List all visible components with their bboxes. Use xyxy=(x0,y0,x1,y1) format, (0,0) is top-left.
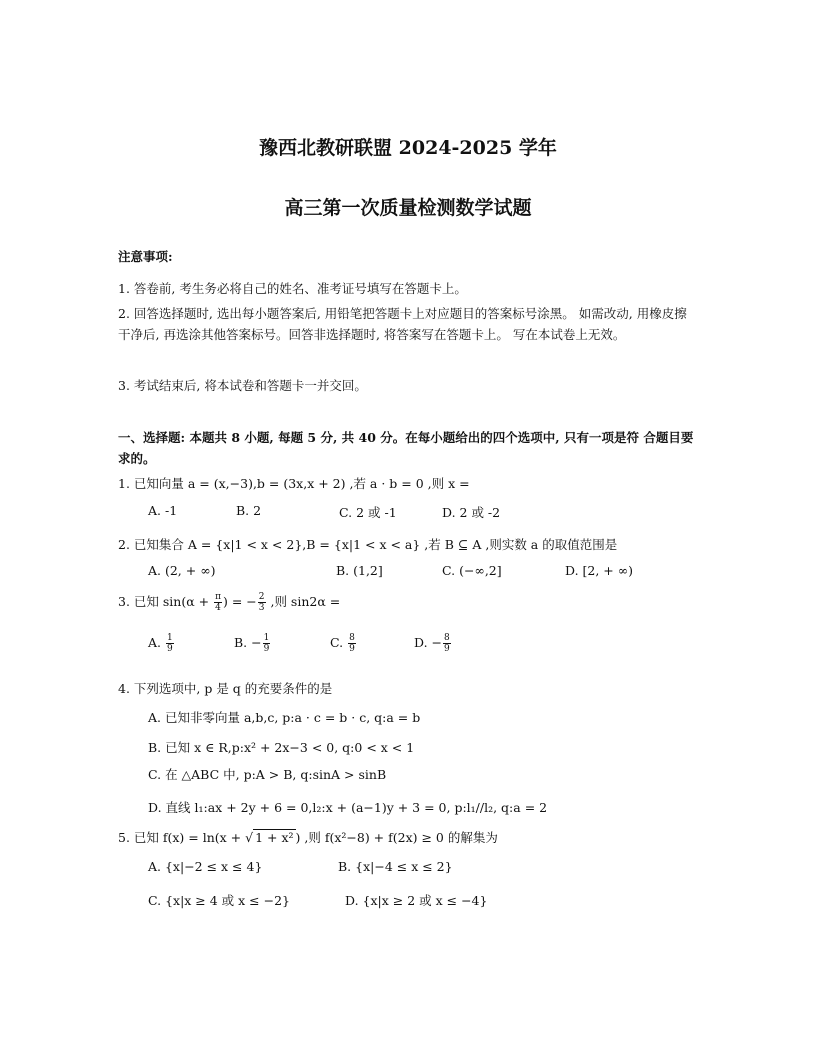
question-1-stem: 1. 已知向量 a = (x,−3),b = (3x,x + 2) ,若 a · b = 0 ,则 x = xyxy=(118,476,470,491)
q3-stem-mid: ) = − xyxy=(223,594,257,609)
q3-option-d xyxy=(414,633,452,654)
notice-item-2: 2. 回答选择题时, 选出每小题答案后, 用铅笔把答题卡上对应题目的答案标号涂黑。 如需改动, 用橡皮擦干净后, 再选涂其他答案标号。回答非选择题时, 将答案写在答题卡上。 写在本试卷上无效。 xyxy=(118,306,687,342)
question-4-stem: 4. 下列选项中, p 是 q 的充要条件的是 xyxy=(118,681,333,696)
exam-title-line1: 豫西北教研联盟 2024-2025 学年 xyxy=(259,137,557,159)
q3c-label: C. xyxy=(330,635,348,650)
q3-option-a xyxy=(148,633,175,654)
q3b-den: 9 xyxy=(263,644,270,654)
notice-item-1: 1. 答卷前, 考生务必将自己的姓名、准考证号填写在答题卡上。 xyxy=(118,281,467,296)
q3-frac2-den: 3 xyxy=(258,603,265,613)
q3d-den: 9 xyxy=(444,644,450,654)
q5-stem-sqrt: 1 + x² xyxy=(255,830,294,845)
q2-option-c: C. (−∞,2] xyxy=(442,563,502,578)
q2-option-b: B. (1,2] xyxy=(336,563,383,578)
q3-stem-fraction-pi-4 xyxy=(214,592,222,613)
notice-item-3: 3. 考试结束后, 将本试卷和答题卡一并交回。 xyxy=(118,378,367,393)
q4-option-d: D. 直线 l₁:ax + 2y + 6 = 0,l₂:x + (a−1)y + 3 = 0, p:l₁//l₂, q:a = 2 xyxy=(148,800,548,815)
q3a-fraction xyxy=(166,633,174,654)
q3b-num: 1 xyxy=(263,633,270,643)
q4-option-a: A. 已知非零向量 a,b,c, p:a · c = b · c, q:a = b xyxy=(148,710,421,725)
q5-stem-prefix: 5. 已知 f(x) = ln(x + xyxy=(118,830,246,845)
sqrt-radical-icon: √ xyxy=(245,830,254,845)
question-5-stem xyxy=(118,828,498,847)
q3d-sign: − xyxy=(431,635,443,650)
q3c-den: 9 xyxy=(349,644,355,654)
question-2-stem: 2. 已知集合 A = {x|1 < x < 2},B = {x|1 < x < a} ,若 B ⊆ A ,则实数 a 的取值范围是 xyxy=(118,537,618,552)
q3c-fraction xyxy=(348,633,356,654)
q3-frac2-num: 2 xyxy=(258,592,265,602)
q3-stem-suffix: ,则 sin2α = xyxy=(266,594,341,609)
q3-frac-num: π xyxy=(215,592,221,602)
question-3-stem xyxy=(118,592,340,613)
q3a-den: 9 xyxy=(166,644,173,654)
q5-stem-suffix: ) ,则 f(x²−8) + f(2x) ≥ 0 的解集为 xyxy=(295,830,498,845)
q3-stem-fraction-2-3 xyxy=(258,592,266,613)
section-heading: 一、选择题: 本题共 8 小题, 每题 5 分, 共 40 分。在每小题给出的四个选项中, 只有一项是符 合题目要求的。 xyxy=(118,430,694,466)
q3d-fraction xyxy=(443,633,451,654)
q3-option-b xyxy=(234,633,271,654)
q1-option-c: C. 2 或 -1 xyxy=(339,505,397,520)
exam-title-line2: 高三第一次质量检测数学试题 xyxy=(284,197,532,219)
q3a-label: A. xyxy=(148,635,165,650)
q3-stem-prefix: 3. 已知 sin(α + xyxy=(118,594,214,609)
q3a-num: 1 xyxy=(166,633,173,643)
q1-option-a: A. -1 xyxy=(148,503,178,518)
q3d-num: 8 xyxy=(444,633,450,643)
notice-heading: 注意事项: xyxy=(118,249,173,264)
q3-frac-den: 4 xyxy=(215,603,221,613)
q4-option-b: B. 已知 x ∈ R,p:x² + 2x−3 < 0, q:0 < x < 1 xyxy=(148,740,415,755)
q3b-fraction xyxy=(263,633,271,654)
q5-option-b: B. {x|−4 ≤ x ≤ 2} xyxy=(338,859,453,874)
q5-option-a: A. {x|−2 ≤ x ≤ 4} xyxy=(148,859,263,874)
q3b-label: B. xyxy=(234,635,252,650)
q2-option-a: A. (2, + ∞) xyxy=(148,563,216,578)
q3b-sign: − xyxy=(251,635,262,650)
q2-option-d: D. [2, + ∞) xyxy=(565,563,634,578)
q5-option-d: D. {x|x ≥ 2 或 x ≤ −4} xyxy=(345,893,488,908)
q4-option-c: C. 在 △ABC 中, p:A > B, q:sinA > sinB xyxy=(148,767,387,782)
q1-option-d: D. 2 或 -2 xyxy=(442,505,501,520)
q3-option-c xyxy=(330,633,357,654)
q3d-label: D. xyxy=(414,635,432,650)
q5-option-c: C. {x|x ≥ 4 或 x ≤ −2} xyxy=(148,893,290,908)
q3c-num: 8 xyxy=(349,633,355,643)
q1-option-b: B. 2 xyxy=(236,503,262,518)
